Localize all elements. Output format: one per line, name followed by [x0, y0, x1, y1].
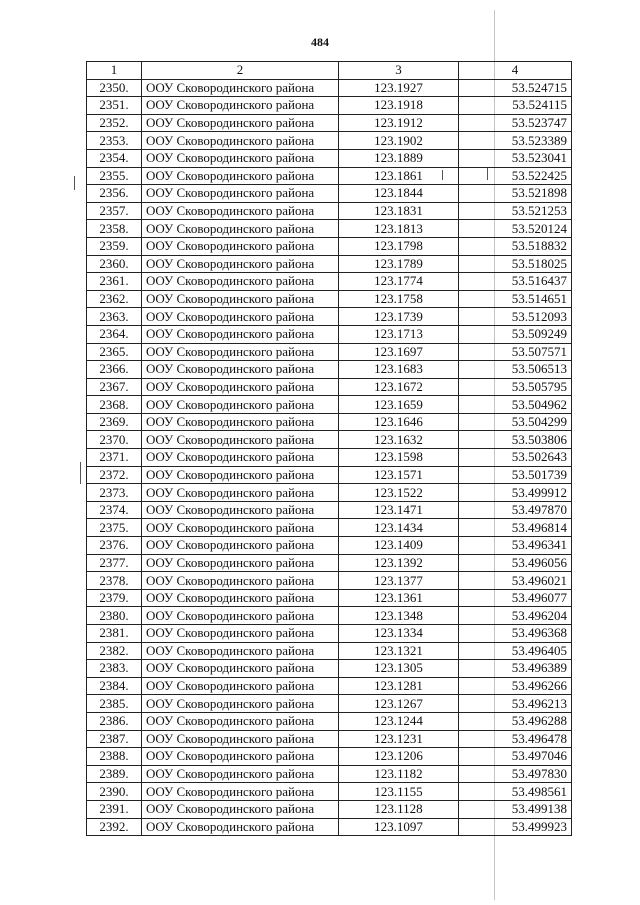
longitude-value: 123.1861	[339, 167, 459, 185]
district-name: ООУ Сковородинского района	[142, 695, 339, 713]
table-row	[87, 572, 572, 590]
latitude-value: 53.496478	[459, 730, 572, 748]
longitude-value: 123.1844	[339, 185, 459, 203]
row-number: 2367.	[87, 378, 142, 396]
table-row	[87, 765, 572, 783]
table-row	[87, 273, 572, 291]
district-name: ООУ Сковородинского района	[142, 466, 339, 484]
longitude-value: 123.1571	[339, 466, 459, 484]
table-row	[87, 396, 572, 414]
row-number: 2385.	[87, 695, 142, 713]
table-row	[87, 149, 572, 167]
table-row	[87, 79, 572, 97]
longitude-value: 123.1758	[339, 290, 459, 308]
table-row	[87, 413, 572, 431]
row-number: 2361.	[87, 273, 142, 291]
row-number: 2353.	[87, 132, 142, 150]
longitude-value: 123.1659	[339, 396, 459, 414]
table-row	[87, 167, 572, 185]
table-row	[87, 537, 572, 555]
district-name: ООУ Сковородинского района	[142, 413, 339, 431]
district-name: ООУ Сковородинского района	[142, 660, 339, 678]
table-row	[87, 255, 572, 273]
longitude-value: 123.1305	[339, 660, 459, 678]
district-name: ООУ Сковородинского района	[142, 765, 339, 783]
table-row	[87, 625, 572, 643]
longitude-value: 123.1774	[339, 273, 459, 291]
longitude-value: 123.1471	[339, 501, 459, 519]
latitude-value: 53.504962	[459, 396, 572, 414]
latitude-value: 53.499923	[459, 818, 572, 836]
table-row	[87, 361, 572, 379]
row-number: 2391.	[87, 800, 142, 818]
longitude-value: 123.1798	[339, 237, 459, 255]
row-number: 2380.	[87, 607, 142, 625]
district-name: ООУ Сковородинского района	[142, 361, 339, 379]
table-row	[87, 114, 572, 132]
longitude-value: 123.1813	[339, 220, 459, 238]
latitude-value: 53.498561	[459, 783, 572, 801]
longitude-value: 123.1206	[339, 748, 459, 766]
longitude-value: 123.1902	[339, 132, 459, 150]
district-name: ООУ Сковородинского района	[142, 167, 339, 185]
row-number: 2357.	[87, 202, 142, 220]
row-number: 2355.	[87, 167, 142, 185]
scan-mark	[80, 462, 81, 484]
longitude-value: 123.1672	[339, 378, 459, 396]
district-name: ООУ Сковородинского района	[142, 818, 339, 836]
row-number: 2373.	[87, 484, 142, 502]
latitude-value: 53.506513	[459, 361, 572, 379]
district-name: ООУ Сковородинского района	[142, 79, 339, 97]
latitude-value: 53.524115	[459, 97, 572, 115]
longitude-value: 123.1831	[339, 202, 459, 220]
table-body	[87, 79, 572, 836]
district-name: ООУ Сковородинского района	[142, 537, 339, 555]
longitude-value: 123.1409	[339, 537, 459, 555]
district-name: ООУ Сковородинского района	[142, 449, 339, 467]
latitude-value: 53.521898	[459, 185, 572, 203]
table-row	[87, 800, 572, 818]
latitude-value: 53.523747	[459, 114, 572, 132]
district-name: ООУ Сковородинского района	[142, 273, 339, 291]
latitude-value: 53.496077	[459, 589, 572, 607]
table-row	[87, 466, 572, 484]
longitude-value: 123.1434	[339, 519, 459, 537]
district-name: ООУ Сковородинского района	[142, 519, 339, 537]
latitude-value: 53.518025	[459, 255, 572, 273]
latitude-value: 53.496021	[459, 572, 572, 590]
latitude-value: 53.523041	[459, 149, 572, 167]
district-name: ООУ Сковородинского района	[142, 712, 339, 730]
latitude-value: 53.521253	[459, 202, 572, 220]
district-name: ООУ Сковородинского района	[142, 343, 339, 361]
column-header: 1	[87, 62, 142, 80]
row-number: 2350.	[87, 79, 142, 97]
row-number: 2387.	[87, 730, 142, 748]
row-number: 2354.	[87, 149, 142, 167]
row-number: 2376.	[87, 537, 142, 555]
row-number: 2356.	[87, 185, 142, 203]
district-name: ООУ Сковородинского района	[142, 149, 339, 167]
district-name: ООУ Сковородинского района	[142, 554, 339, 572]
table-row	[87, 132, 572, 150]
district-name: ООУ Сковородинского района	[142, 783, 339, 801]
district-name: ООУ Сковородинского района	[142, 308, 339, 326]
table-row	[87, 730, 572, 748]
table-row	[87, 589, 572, 607]
latitude-value: 53.496341	[459, 537, 572, 555]
district-name: ООУ Сковородинского района	[142, 431, 339, 449]
latitude-value: 53.496814	[459, 519, 572, 537]
table-row	[87, 308, 572, 326]
row-number: 2378.	[87, 572, 142, 590]
latitude-value: 53.520124	[459, 220, 572, 238]
longitude-value: 123.1321	[339, 642, 459, 660]
latitude-value: 53.523389	[459, 132, 572, 150]
row-number: 2392.	[87, 818, 142, 836]
district-name: ООУ Сковородинского района	[142, 290, 339, 308]
row-number: 2358.	[87, 220, 142, 238]
row-number: 2386.	[87, 712, 142, 730]
row-number: 2379.	[87, 589, 142, 607]
table-row	[87, 748, 572, 766]
longitude-value: 123.1889	[339, 149, 459, 167]
table-row	[87, 554, 572, 572]
latitude-value: 53.522425	[459, 167, 572, 185]
longitude-value: 123.1918	[339, 97, 459, 115]
latitude-value: 53.503806	[459, 431, 572, 449]
row-number: 2390.	[87, 783, 142, 801]
longitude-value: 123.1281	[339, 677, 459, 695]
latitude-value: 53.496056	[459, 554, 572, 572]
row-number: 2368.	[87, 396, 142, 414]
row-number: 2381.	[87, 625, 142, 643]
row-number: 2359.	[87, 237, 142, 255]
table-row	[87, 290, 572, 308]
row-number: 2374.	[87, 501, 142, 519]
row-number: 2369.	[87, 413, 142, 431]
table-row	[87, 325, 572, 343]
district-name: ООУ Сковородинского района	[142, 572, 339, 590]
latitude-value: 53.496389	[459, 660, 572, 678]
row-number: 2371.	[87, 449, 142, 467]
table-row	[87, 185, 572, 203]
table-row	[87, 818, 572, 836]
table-row	[87, 484, 572, 502]
row-number: 2352.	[87, 114, 142, 132]
row-number: 2364.	[87, 325, 142, 343]
district-name: ООУ Сковородинского района	[142, 730, 339, 748]
row-number: 2365.	[87, 343, 142, 361]
latitude-value: 53.496405	[459, 642, 572, 660]
table-header-row	[87, 62, 572, 80]
row-number: 2384.	[87, 677, 142, 695]
latitude-value: 53.509249	[459, 325, 572, 343]
latitude-value: 53.512093	[459, 308, 572, 326]
table-row	[87, 449, 572, 467]
longitude-value: 123.1348	[339, 607, 459, 625]
row-number: 2377.	[87, 554, 142, 572]
district-name: ООУ Сковородинского района	[142, 132, 339, 150]
row-number: 2375.	[87, 519, 142, 537]
page-number: 484	[311, 35, 329, 49]
district-name: ООУ Сковородинского района	[142, 237, 339, 255]
district-name: ООУ Сковородинского района	[142, 642, 339, 660]
table-row	[87, 237, 572, 255]
district-name: ООУ Сковородинского района	[142, 202, 339, 220]
district-name: ООУ Сковородинского района	[142, 589, 339, 607]
column-header: 4	[459, 62, 572, 80]
table-row	[87, 642, 572, 660]
longitude-value: 123.1927	[339, 79, 459, 97]
column-header: 3	[339, 62, 459, 80]
latitude-value: 53.502643	[459, 449, 572, 467]
table-row	[87, 378, 572, 396]
row-number: 2360.	[87, 255, 142, 273]
latitude-value: 53.524715	[459, 79, 572, 97]
row-number: 2351.	[87, 97, 142, 115]
latitude-value: 53.505795	[459, 378, 572, 396]
column-header: 2	[142, 62, 339, 80]
district-name: ООУ Сковородинского района	[142, 501, 339, 519]
district-name: ООУ Сковородинского района	[142, 484, 339, 502]
row-number: 2388.	[87, 748, 142, 766]
district-name: ООУ Сковородинского района	[142, 378, 339, 396]
longitude-value: 123.1377	[339, 572, 459, 590]
latitude-value: 53.496204	[459, 607, 572, 625]
table-row	[87, 677, 572, 695]
table-row	[87, 343, 572, 361]
longitude-value: 123.1392	[339, 554, 459, 572]
row-number: 2363.	[87, 308, 142, 326]
latitude-value: 53.501739	[459, 466, 572, 484]
district-name: ООУ Сковородинского района	[142, 325, 339, 343]
latitude-value: 53.497046	[459, 748, 572, 766]
table-row	[87, 431, 572, 449]
longitude-value: 123.1683	[339, 361, 459, 379]
latitude-value: 53.496213	[459, 695, 572, 713]
table-row	[87, 220, 572, 238]
coordinates-table	[86, 61, 572, 836]
table-row	[87, 660, 572, 678]
latitude-value: 53.516437	[459, 273, 572, 291]
latitude-value: 53.518832	[459, 237, 572, 255]
row-number: 2389.	[87, 765, 142, 783]
table-row	[87, 202, 572, 220]
district-name: ООУ Сковородинского района	[142, 625, 339, 643]
row-number: 2362.	[87, 290, 142, 308]
row-number: 2370.	[87, 431, 142, 449]
longitude-value: 123.1155	[339, 783, 459, 801]
longitude-value: 123.1097	[339, 818, 459, 836]
table-row	[87, 519, 572, 537]
longitude-value: 123.1128	[339, 800, 459, 818]
district-name: ООУ Сковородинского района	[142, 185, 339, 203]
district-name: ООУ Сковородинского района	[142, 97, 339, 115]
longitude-value: 123.1231	[339, 730, 459, 748]
longitude-value: 123.1361	[339, 589, 459, 607]
longitude-value: 123.1182	[339, 765, 459, 783]
longitude-value: 123.1713	[339, 325, 459, 343]
longitude-value: 123.1912	[339, 114, 459, 132]
latitude-value: 53.514651	[459, 290, 572, 308]
latitude-value: 53.499912	[459, 484, 572, 502]
latitude-value: 53.496288	[459, 712, 572, 730]
district-name: ООУ Сковородинского района	[142, 677, 339, 695]
longitude-value: 123.1632	[339, 431, 459, 449]
longitude-value: 123.1244	[339, 712, 459, 730]
district-name: ООУ Сковородинского района	[142, 396, 339, 414]
district-name: ООУ Сковородинского района	[142, 220, 339, 238]
longitude-value: 123.1697	[339, 343, 459, 361]
table-row	[87, 783, 572, 801]
latitude-value: 53.496368	[459, 625, 572, 643]
latitude-value: 53.497830	[459, 765, 572, 783]
longitude-value: 123.1789	[339, 255, 459, 273]
row-number: 2366.	[87, 361, 142, 379]
row-number: 2382.	[87, 642, 142, 660]
longitude-value: 123.1334	[339, 625, 459, 643]
longitude-value: 123.1267	[339, 695, 459, 713]
table-row	[87, 97, 572, 115]
latitude-value: 53.504299	[459, 413, 572, 431]
district-name: ООУ Сковородинского района	[142, 748, 339, 766]
latitude-value: 53.496266	[459, 677, 572, 695]
table-row	[87, 501, 572, 519]
longitude-value: 123.1522	[339, 484, 459, 502]
longitude-value: 123.1646	[339, 413, 459, 431]
latitude-value: 53.507571	[459, 343, 572, 361]
longitude-value: 123.1739	[339, 308, 459, 326]
district-name: ООУ Сковородинского района	[142, 607, 339, 625]
table-row	[87, 712, 572, 730]
district-name: ООУ Сковородинского района	[142, 255, 339, 273]
longitude-value: 123.1598	[339, 449, 459, 467]
latitude-value: 53.497870	[459, 501, 572, 519]
row-number: 2372.	[87, 466, 142, 484]
district-name: ООУ Сковородинского района	[142, 800, 339, 818]
district-name: ООУ Сковородинского района	[142, 114, 339, 132]
table-row	[87, 695, 572, 713]
row-number: 2383.	[87, 660, 142, 678]
latitude-value: 53.499138	[459, 800, 572, 818]
scan-mark	[74, 176, 75, 190]
table-row	[87, 607, 572, 625]
